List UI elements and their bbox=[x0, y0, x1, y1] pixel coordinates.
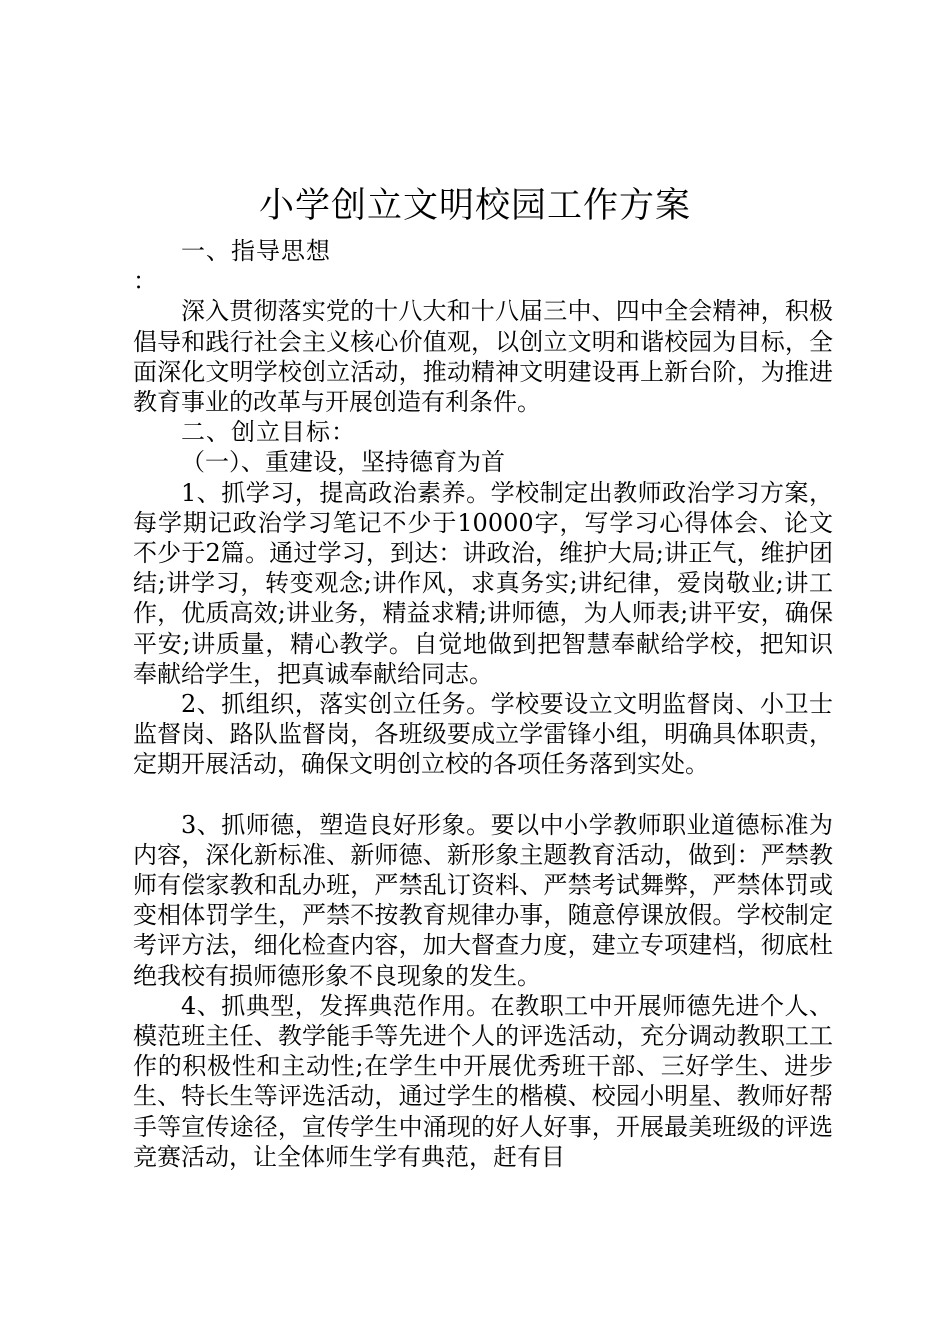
paragraph-item-3-teacher-ethics: 3、抓师德，塑造良好形象。要以中小学教师职业道德标准为内容，深化新标准、新师德、新形象主题教育活动，做到：严禁教师有偿家教和乱办班，严禁乱订资料、严禁考试舞弊，严禁体罚或变相体罚学生，严禁不按教育规律办事，随意停课放假。学校制定考评方法，细化检查内容，加大督查力度，建立专项建档，彻底杜绝我校有损师德形象不良现象的发生。 bbox=[133, 810, 833, 990]
subsection-heading-moral-education: （一）、重建设，坚持德育为首 bbox=[181, 448, 505, 477]
paragraph-item-2-organization: 2、抓组织，落实创立任务。学校要设立文明监督岗、小卫士监督岗、路队监督岗，各班级要成立学雷锋小组，明确具体职责，定期开展活动，确保文明创立校的各项任务落到实处。 bbox=[133, 690, 833, 779]
paragraph-guiding-ideology: 深入贯彻落实党的十八大和十八届三中、四中全会精神，积极倡导和践行社会主义核心价值观，以创立文明和谐校园为目标，全面深化文明学校创立活动，推动精神文明建设再上新台阶，为推进教育事业的改革与开展创造有利条件。 bbox=[133, 297, 833, 417]
paragraph-item-1-study: 1、抓学习，提高政治素养。学校制定出教师政治学习方案，每学期记政治学习笔记不少于10000字，写学习心得体会、论文不少于2篇。通过学习，到达：讲政治，维护大局;讲正气，维护团结;讲学习，转变观念;讲作风，求真务实;讲纪律，爱岗敬业;讲工作，优质高效;讲业务，精益求精;讲师德，为人师表;讲平安，确保平安;讲质量，精心教学。自觉地做到把智慧奉献给学校，把知识奉献给学生，把真诚奉献给同志。 bbox=[133, 478, 833, 688]
section-heading-guiding-ideology: 一、指导思想 bbox=[181, 237, 331, 265]
paragraph-spacer bbox=[133, 780, 833, 810]
paragraph-item-4-role-models: 4、抓典型，发挥典范作用。在教职工中开展师德先进个人、模范班主任、教学能手等先进个人的评选活动，充分调动教职工工作的积极性和主动性;在学生中开展优秀班干部、三好学生、进步生、特长生等评选活动，通过学生的楷模、校园小明星、教师好帮手等宣传途径，宣传学生中涌现的好人好事，开展最美班级的评选竞赛活动，让全体师生学有典范，赶有目 bbox=[133, 991, 833, 1171]
colon-line: ： bbox=[133, 267, 157, 296]
document-title: 小学创立文明校园工作方案 bbox=[258, 186, 691, 226]
section-heading-goals: 二、创立目标： bbox=[181, 418, 356, 447]
document-body bbox=[133, 236, 833, 1172]
